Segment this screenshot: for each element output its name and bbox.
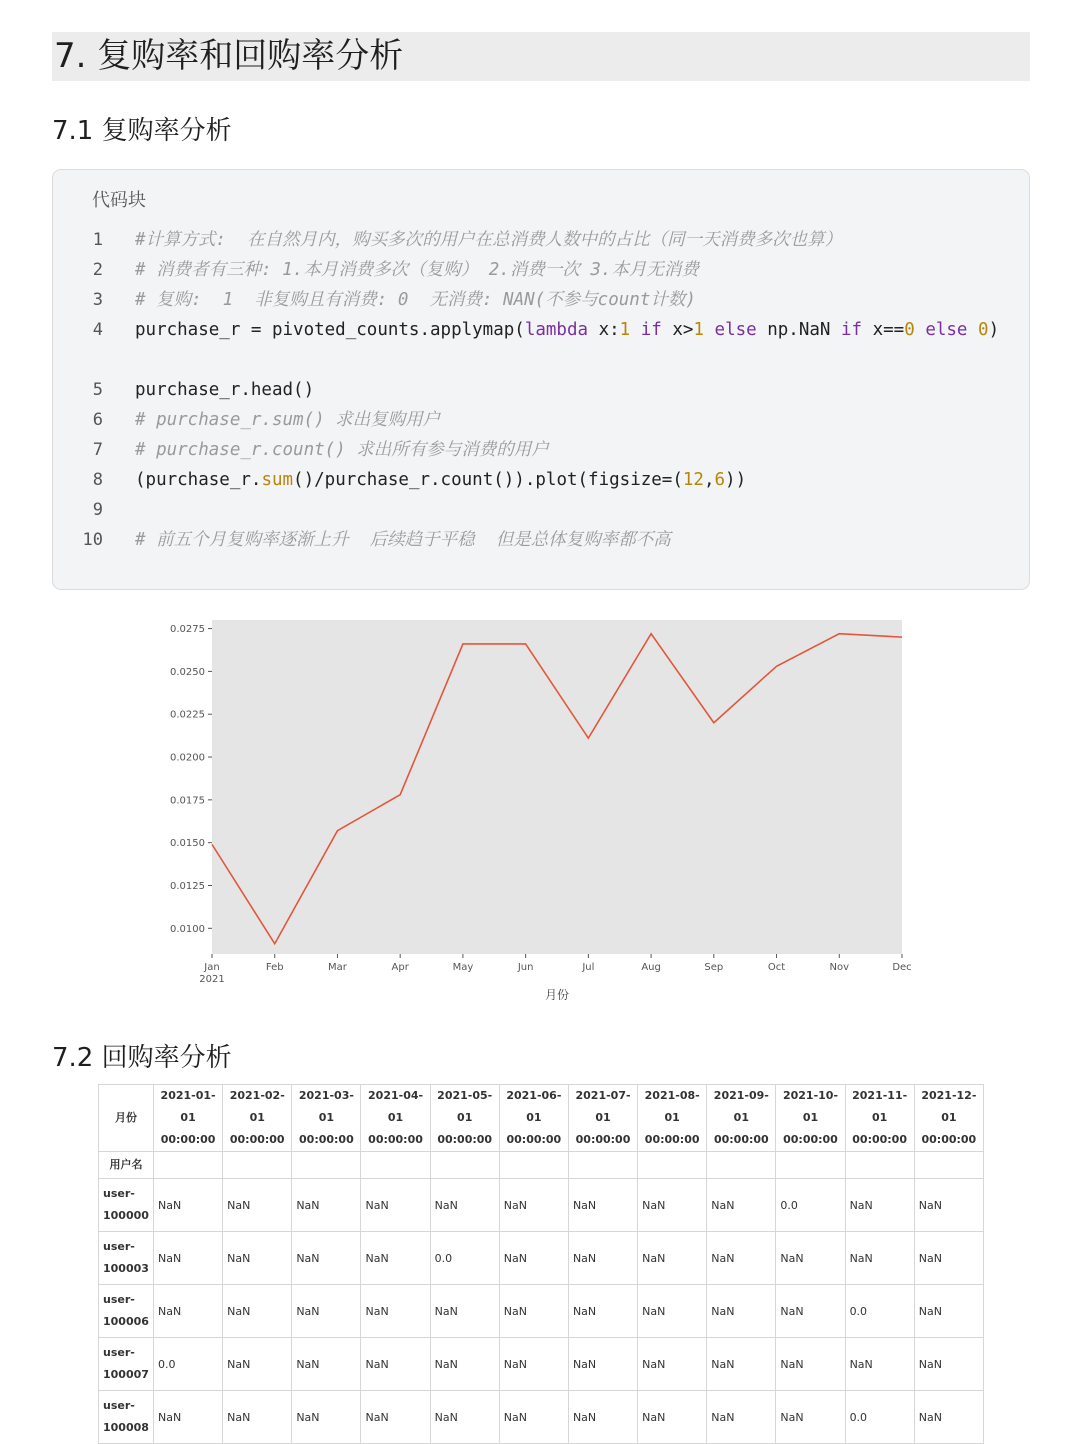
code-token: #计算方式: 在自然月内，购买多次的用户在总消费人数中的占比（同一天消费多次也算） [135, 230, 842, 250]
code-block [52, 169, 1030, 590]
code-token: 0 [904, 320, 915, 340]
index-spacer [707, 1152, 776, 1179]
code-line [53, 225, 1029, 255]
table-cell: NaN [292, 1285, 361, 1338]
subsection-title-repurchase: 7.1 复购率分析 [52, 110, 232, 147]
column-header-time: 00:00:00 [161, 1133, 216, 1146]
code-text [135, 315, 1003, 345]
line-number: 3 [53, 290, 103, 310]
code-text [135, 405, 1003, 435]
column-header [223, 1085, 292, 1152]
code-token: else [925, 320, 967, 340]
code-line [53, 315, 1029, 375]
table-cell: NaN [154, 1391, 223, 1444]
x-tick-label: Sep [704, 962, 723, 973]
table-cell: NaN [361, 1285, 430, 1338]
table-cell: NaN [845, 1232, 914, 1285]
line-number: 7 [53, 440, 103, 460]
code-text [135, 255, 1003, 285]
column-header [292, 1085, 361, 1152]
column-header-time: 00:00:00 [576, 1133, 631, 1146]
column-header-date: 2021-12-01 [921, 1089, 976, 1124]
code-token: # purchase_r.count() 求出所有参与消费的用户 [135, 440, 549, 460]
return-rate-table-wrap [98, 1084, 984, 1444]
index-spacer [361, 1152, 430, 1179]
table-cell: NaN [638, 1285, 707, 1338]
corner-label: 月份 [99, 1085, 154, 1152]
column-header-date: 2021-03-01 [299, 1089, 354, 1124]
line-number: 10 [53, 530, 103, 550]
table-row [99, 1391, 984, 1444]
table-cell: NaN [154, 1179, 223, 1232]
index-spacer [568, 1152, 637, 1179]
row-user-prefix: user- [103, 1399, 135, 1412]
code-token: # 前五个月复购率逐渐上升 后续趋于平稳 但是总体复购率都不高 [135, 530, 671, 550]
column-header-date: 2021-06-01 [506, 1089, 561, 1124]
table-cell: NaN [499, 1179, 568, 1232]
table-cell: NaN [223, 1232, 292, 1285]
table-cell: NaN [638, 1232, 707, 1285]
table-cell: NaN [776, 1232, 845, 1285]
y-tick-label: 0.0125 [170, 881, 205, 892]
column-header-time: 00:00:00 [645, 1133, 700, 1146]
column-header-time: 00:00:00 [852, 1133, 907, 1146]
line-number: 1 [53, 230, 103, 250]
table-cell: NaN [430, 1285, 499, 1338]
y-tick-label: 0.0175 [170, 795, 205, 806]
column-header [914, 1085, 983, 1152]
code-token: x== [862, 320, 904, 340]
row-user [99, 1338, 154, 1391]
table-cell: NaN [154, 1285, 223, 1338]
table-cell: NaN [430, 1179, 499, 1232]
row-user-prefix: user- [103, 1187, 135, 1200]
table-cell: 0.0 [845, 1391, 914, 1444]
index-label: 用户名 [99, 1152, 154, 1179]
table-cell: NaN [361, 1232, 430, 1285]
code-line [53, 405, 1029, 435]
repurchase-rate-chart [150, 612, 930, 1012]
x-tick-label: May [453, 962, 474, 973]
table-cell: NaN [361, 1338, 430, 1391]
row-user [99, 1391, 154, 1444]
table-cell: NaN [292, 1232, 361, 1285]
code-token: purchase_r.head() [135, 380, 314, 400]
x-tick-label: Nov [830, 962, 850, 973]
code-token: (purchase_r. [135, 470, 261, 490]
table-cell: NaN [707, 1285, 776, 1338]
code-text [135, 465, 1003, 495]
table-cell: NaN [707, 1179, 776, 1232]
column-header-time: 00:00:00 [921, 1133, 976, 1146]
row-user [99, 1179, 154, 1232]
section-title: 7. 复购率和回购率分析 [52, 32, 1030, 81]
column-header-date: 2021-04-01 [368, 1089, 423, 1124]
table-cell: NaN [707, 1232, 776, 1285]
column-header-date: 2021-07-01 [575, 1089, 630, 1124]
table-body [99, 1179, 984, 1444]
table-cell: NaN [568, 1285, 637, 1338]
index-spacer [154, 1152, 223, 1179]
line-number: 2 [53, 260, 103, 280]
code-line [53, 285, 1029, 315]
table-cell: NaN [499, 1338, 568, 1391]
code-block-title: 代码块 [92, 186, 146, 212]
code-text [135, 375, 1003, 405]
table-cell: NaN [568, 1338, 637, 1391]
row-user [99, 1285, 154, 1338]
table-cell: NaN [223, 1391, 292, 1444]
x-tick-label: Apr [392, 962, 410, 973]
code-token [915, 320, 926, 340]
column-header-date: 2021-01-01 [161, 1089, 216, 1124]
x-tick-label: Jan 2021 [199, 962, 224, 985]
code-token: if [841, 320, 862, 340]
row-user [99, 1232, 154, 1285]
x-tick-label: Dec [892, 962, 911, 973]
column-header-date: 2021-05-01 [437, 1089, 492, 1124]
table-cell: NaN [776, 1338, 845, 1391]
table-cell: NaN [223, 1285, 292, 1338]
x-tick-label: Jun [517, 962, 534, 973]
index-spacer [845, 1152, 914, 1179]
y-tick-label: 0.0275 [170, 624, 205, 635]
code-token: x: [588, 320, 620, 340]
row-user-id: 100003 [103, 1262, 149, 1275]
table-cell: NaN [638, 1179, 707, 1232]
column-header [499, 1085, 568, 1152]
table-cell: NaN [914, 1232, 983, 1285]
code-token: , [704, 470, 715, 490]
table-cell: NaN [914, 1179, 983, 1232]
code-token: 6 [715, 470, 726, 490]
table-cell: NaN [914, 1391, 983, 1444]
line-number: 4 [53, 320, 103, 340]
table-cell: NaN [568, 1232, 637, 1285]
table-cell: NaN [845, 1179, 914, 1232]
code-token: if [641, 320, 662, 340]
line-chart [150, 612, 930, 1012]
plot-area [212, 620, 902, 954]
table-cell: NaN [499, 1232, 568, 1285]
line-number: 9 [53, 500, 103, 520]
column-header-time: 00:00:00 [714, 1133, 769, 1146]
column-header-time: 00:00:00 [230, 1133, 285, 1146]
code-token: 0 [978, 320, 989, 340]
table-row [99, 1285, 984, 1338]
column-header-date: 2021-11-01 [852, 1089, 907, 1124]
table-cell: NaN [707, 1391, 776, 1444]
table-index-row [99, 1152, 984, 1179]
table-cell: NaN [223, 1338, 292, 1391]
code-token: np.NaN [757, 320, 841, 340]
table-row [99, 1338, 984, 1391]
code-token [704, 320, 715, 340]
column-header-time: 00:00:00 [783, 1133, 838, 1146]
index-spacer [223, 1152, 292, 1179]
table-cell: NaN [499, 1285, 568, 1338]
code-token: 12 [683, 470, 704, 490]
row-user-prefix: user- [103, 1346, 135, 1359]
line-number: 8 [53, 470, 103, 490]
code-token: )) [725, 470, 746, 490]
code-lines [53, 225, 1029, 555]
column-header-time: 00:00:00 [299, 1133, 354, 1146]
subsection-title-return: 7.2 回购率分析 [52, 1037, 232, 1074]
column-header-time: 00:00:00 [368, 1133, 423, 1146]
code-line [53, 525, 1029, 555]
table-cell: NaN [499, 1391, 568, 1444]
table-cell: 0.0 [845, 1285, 914, 1338]
table-cell: NaN [292, 1391, 361, 1444]
table-cell: 0.0 [430, 1232, 499, 1285]
index-spacer [292, 1152, 361, 1179]
table-cell: NaN [776, 1391, 845, 1444]
return-rate-table [98, 1084, 984, 1444]
table-header-row [99, 1085, 984, 1152]
table-cell: NaN [430, 1338, 499, 1391]
column-header-time: 00:00:00 [506, 1133, 561, 1146]
code-token: 1 [693, 320, 704, 340]
line-number: 5 [53, 380, 103, 400]
column-header-date: 2021-09-01 [714, 1089, 769, 1124]
column-header-date: 2021-08-01 [645, 1089, 700, 1124]
table-cell: NaN [154, 1232, 223, 1285]
index-spacer [430, 1152, 499, 1179]
table-cell: NaN [638, 1338, 707, 1391]
y-tick-label: 0.0225 [170, 710, 205, 721]
column-header [638, 1085, 707, 1152]
column-header [154, 1085, 223, 1152]
code-text [135, 435, 1003, 465]
table-cell: 0.0 [776, 1179, 845, 1232]
x-tick-label: Aug [641, 962, 661, 973]
table-cell: NaN [914, 1338, 983, 1391]
x-tick-label: Feb [266, 962, 284, 973]
code-token: # purchase_r.sum() 求出复购用户 [135, 410, 440, 430]
code-token: # 复购: 1 非复购且有消费: 0 无消费: NAN(不参与count计数) [135, 290, 696, 310]
column-header [361, 1085, 430, 1152]
code-line [53, 255, 1029, 285]
column-header [430, 1085, 499, 1152]
code-text [135, 525, 1003, 555]
column-header [568, 1085, 637, 1152]
code-line [53, 375, 1029, 405]
row-user-id: 100006 [103, 1315, 149, 1328]
x-tick-label: Mar [328, 962, 348, 973]
table-cell: 0.0 [154, 1338, 223, 1391]
code-token: ) [989, 320, 1000, 340]
y-tick-label: 0.0200 [170, 753, 205, 764]
column-header [707, 1085, 776, 1152]
code-text [135, 225, 1003, 255]
table-cell: NaN [707, 1338, 776, 1391]
line-number: 6 [53, 410, 103, 430]
code-token: 1 [620, 320, 631, 340]
x-tick-label: Jul [581, 962, 594, 973]
code-text [135, 285, 1003, 315]
row-user-prefix: user- [103, 1293, 135, 1306]
index-spacer [638, 1152, 707, 1179]
column-header-time: 00:00:00 [437, 1133, 492, 1146]
code-token: sum [261, 470, 293, 490]
table-cell: NaN [568, 1391, 637, 1444]
table-cell: NaN [361, 1179, 430, 1232]
table-row [99, 1179, 984, 1232]
code-line [53, 465, 1029, 495]
row-user-id: 100008 [103, 1421, 149, 1434]
code-line [53, 435, 1029, 465]
row-user-id: 100007 [103, 1368, 149, 1381]
code-token: # 消费者有三种: 1.本月消费多次（复购） 2.消费一次 3.本月无消费 [135, 260, 699, 280]
code-token: else [715, 320, 757, 340]
code-token [967, 320, 978, 340]
y-tick-label: 0.0150 [170, 838, 205, 849]
x-axis-label: 月份 [545, 988, 569, 1002]
code-token: lambda [525, 320, 588, 340]
table-cell: NaN [430, 1391, 499, 1444]
table-cell: NaN [914, 1285, 983, 1338]
table-cell: NaN [292, 1179, 361, 1232]
table-cell: NaN [568, 1179, 637, 1232]
code-token: ()/purchase_r.count()).plot(figsize=( [293, 470, 683, 490]
table-cell: NaN [845, 1338, 914, 1391]
column-header [845, 1085, 914, 1152]
x-tick-label: Oct [768, 962, 785, 973]
index-spacer [499, 1152, 568, 1179]
table-cell: NaN [361, 1391, 430, 1444]
row-user-prefix: user- [103, 1240, 135, 1253]
column-header-date: 2021-02-01 [230, 1089, 285, 1124]
row-user-id: 100000 [103, 1209, 149, 1222]
index-spacer [914, 1152, 983, 1179]
code-line [53, 495, 1029, 525]
code-token: x> [662, 320, 694, 340]
table-cell: NaN [776, 1285, 845, 1338]
table-cell: NaN [223, 1179, 292, 1232]
code-token [630, 320, 641, 340]
table-row [99, 1232, 984, 1285]
y-tick-label: 0.0250 [170, 667, 205, 678]
code-token: purchase_r = pivoted_counts.applymap( [135, 320, 525, 340]
y-tick-label: 0.0100 [170, 924, 205, 935]
index-spacer [776, 1152, 845, 1179]
column-header [776, 1085, 845, 1152]
column-header-date: 2021-10-01 [783, 1089, 838, 1124]
table-cell: NaN [638, 1391, 707, 1444]
table-cell: NaN [292, 1338, 361, 1391]
